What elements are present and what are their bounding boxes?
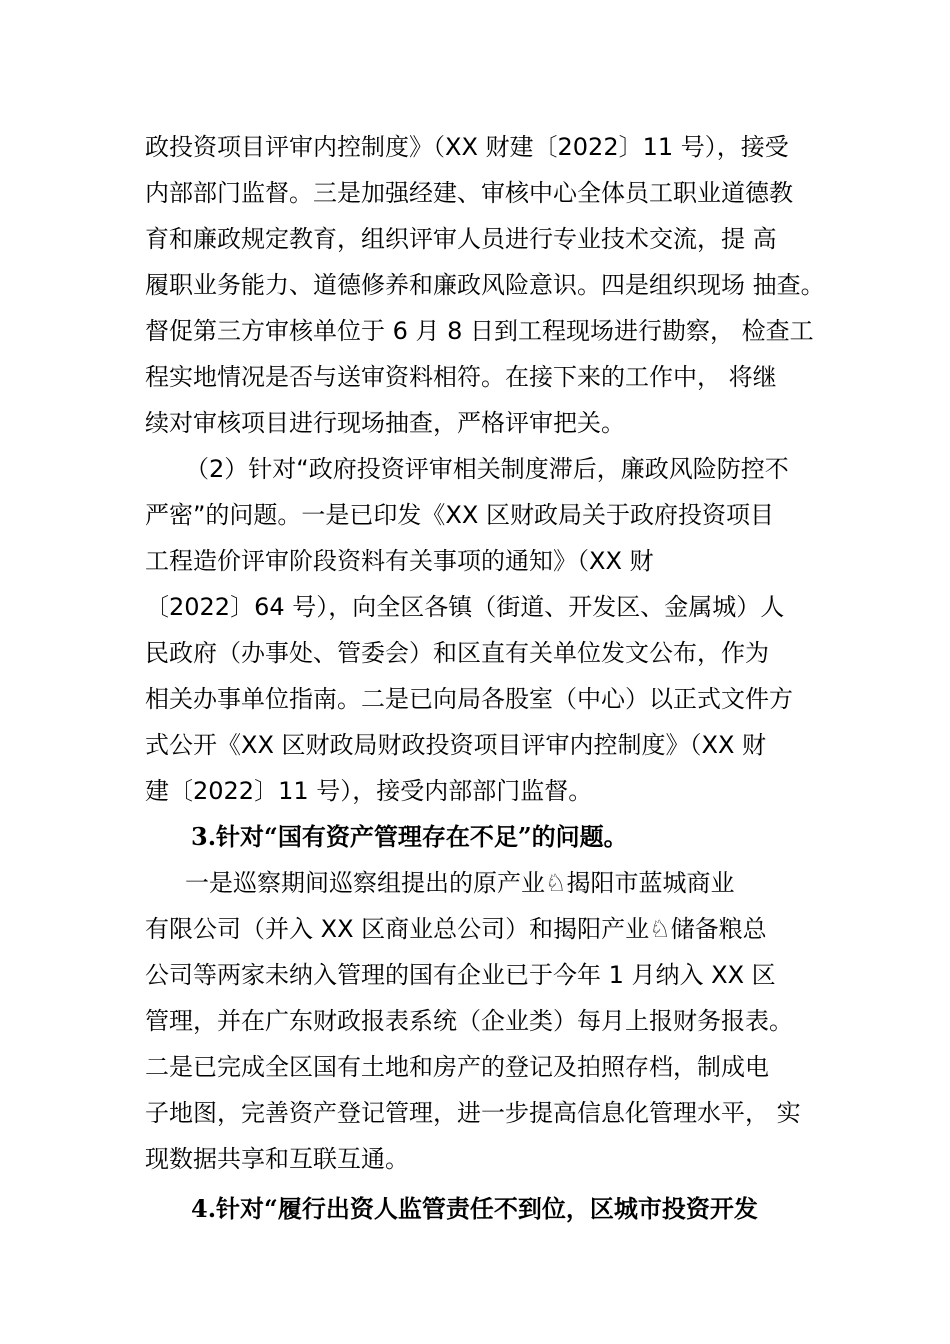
document-body (145, 124, 845, 1232)
paragraph-line: 一是巡察期间巡察组提出的原产业♘揭阳市蓝城商业 (185, 869, 735, 897)
paragraph-line: 工程造价评审阶段资料有关事项的通知》（XX 财 (145, 547, 654, 575)
paragraph-line: 履职业务能力、道德修养和廉政风险意识。四是组织现场 抽查。 (145, 271, 825, 299)
paragraph-line: 内部部门监督。三是加强经建、审核中心全体员工职业道德教 (145, 179, 793, 207)
paragraph-line: 相关办事单位指南。二是已向局各股室（中心）以正式文件方 (145, 685, 793, 713)
paragraph-line: 式公开《XX 区财政局财政投资项目评审内控制度》（XX 财 (145, 731, 767, 759)
paragraph-line: 〔2022〕64 号），向全区各镇（街道、开发区、金属城）人 (145, 593, 785, 621)
paragraph-line: 现数据共享和互联互通。 (145, 1145, 409, 1173)
paragraph-line: 严密”的问题。一是已印发《XX 区财政局关于政府投资项目 (145, 501, 774, 529)
paragraph-line: 二是已完成全区国有土地和房产的登记及拍照存档，制成电 (145, 1053, 769, 1081)
paragraph-line: 续对审核项目进行现场抽查，严格评审把关。 (145, 409, 625, 437)
paragraph-line: （2）针对“政府投资评审相关制度滞后，廉政风险防控不 (185, 455, 789, 483)
paragraph-line: 公司等两家未纳入管理的国有企业已于今年 1 月纳入 XX 区 (145, 961, 776, 989)
section-heading: 3.针对“国有资产管理存在不足”的问题。 (191, 822, 628, 851)
paragraph-line: 民政府（办事处、管委会）和区直有关单位发文公布，作为 (145, 639, 769, 667)
paragraph-line: 育和廉政规定教育，组织评审人员进行专业技术交流，提 高 (145, 225, 777, 253)
paragraph-line: 督促第三方审核单位于 6 月 8 日到工程现场进行勘察， 检查工 (145, 317, 814, 345)
paragraph-line: 有限公司（并入 XX 区商业总公司）和揭阳产业♘储备粮总 (145, 915, 767, 943)
section-heading: 4.针对“履行出资人监管责任不到位，区城市投资开发 (191, 1194, 758, 1223)
paragraph-line: 程实地情况是否与送审资料相符。在接下来的工作中， 将继 (145, 363, 777, 391)
paragraph-line: 政投资项目评审内控制度》（XX 财建〔2022〕11 号），接受 (145, 133, 789, 161)
paragraph-line: 子地图，完善资产登记管理，进一步提高信息化管理水平， 实 (145, 1099, 801, 1127)
paragraph-line: 管理，并在广东财政报表系统（企业类）每月上报财务报表。 (145, 1007, 793, 1035)
paragraph-line: 建〔2022〕11 号），接受内部部门监督。 (145, 777, 593, 805)
